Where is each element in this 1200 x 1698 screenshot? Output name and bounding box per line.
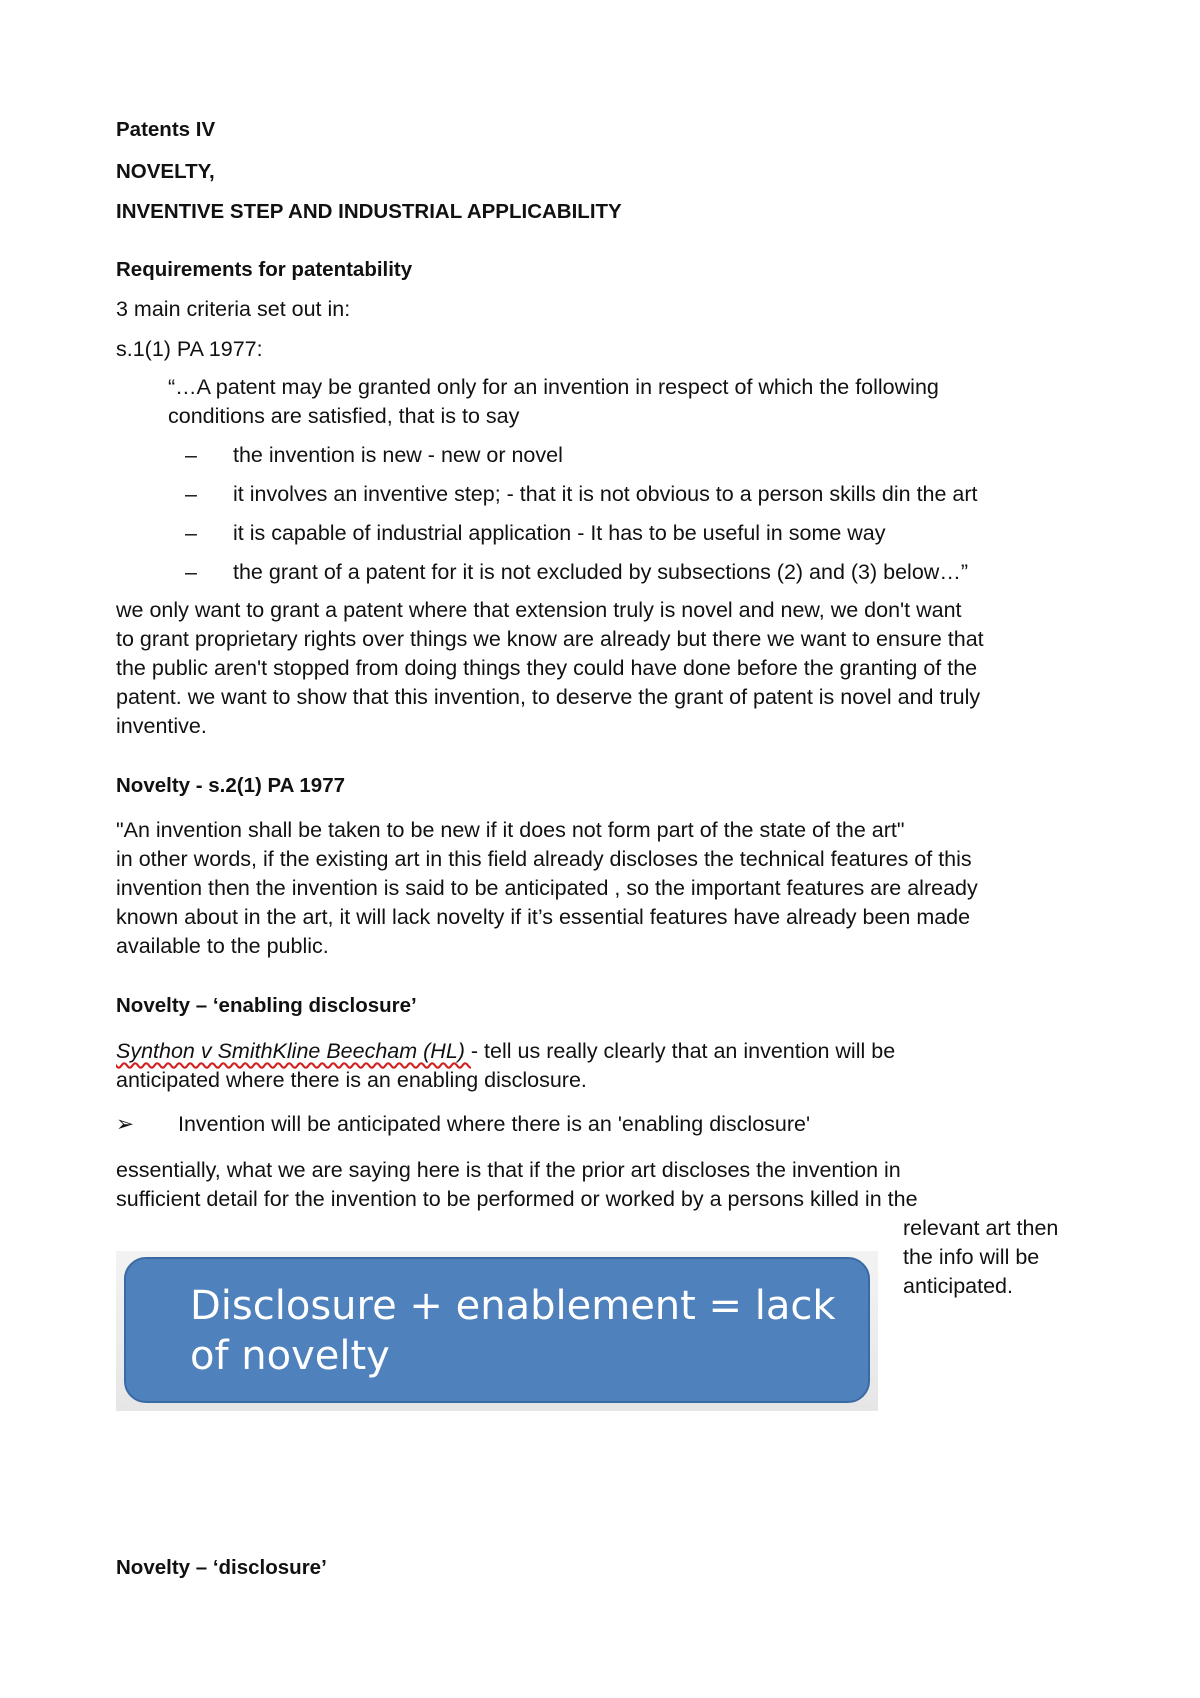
wrapped-text-line: relevant art then <box>903 1216 1059 1240</box>
case-name-link[interactable]: Synthon v SmithKline Beecham (HL) <box>116 1039 471 1063</box>
subtitle-novelty: NOVELTY, <box>116 160 215 183</box>
case-line <box>116 1037 895 1066</box>
criteria-intro: 3 main criteria set out in: <box>116 297 351 321</box>
quote-line-2: conditions are satisfied, that is to say <box>168 404 520 428</box>
dash-marker: – <box>185 482 197 506</box>
callout-image <box>116 1251 878 1411</box>
bullet-text: Invention will be anticipated where there is an 'enabling disclosure' <box>178 1112 811 1136</box>
essentially-paragraph <box>116 1156 918 1214</box>
criterion-text: it involves an inventive step; - that it is not obvious to a person skills din the art <box>233 482 978 506</box>
text-line: in other words, if the existing art in this field already discloses the technical features of this <box>116 847 972 871</box>
text-line: sufficient detail for the invention to be performed or worked by a persons killed in the <box>116 1187 918 1211</box>
text-line: to grant proprietary rights over things we know are already but there we want to ensure that <box>116 627 984 651</box>
text-line: available to the public. <box>116 934 329 958</box>
criterion-text: it is capable of industrial application - It has to be useful in some way <box>233 521 886 545</box>
criterion-text: the invention is new - new or novel <box>233 443 563 467</box>
callout-box <box>124 1257 870 1403</box>
text-line: inventive. <box>116 714 207 738</box>
text-line: known about in the art, it will lack novelty if it’s essential features have already been made <box>116 905 971 929</box>
wrapped-text-line: the info will be <box>903 1245 1040 1269</box>
heading-disclosure: Novelty – ‘disclosure’ <box>116 1556 327 1579</box>
explanation-paragraph <box>116 596 984 741</box>
text-line: patent. we want to show that this invention, to deserve the grant of patent is novel and truly <box>116 685 981 709</box>
text-line: "An invention shall be taken to be new if it does not form part of the state of the art" <box>116 818 905 842</box>
statute-reference: s.1(1) PA 1977: <box>116 337 263 361</box>
dash-marker: – <box>185 521 197 545</box>
novelty-paragraph <box>116 816 978 961</box>
dash-marker: – <box>185 560 197 584</box>
heading-enabling-disclosure: Novelty – ‘enabling disclosure’ <box>116 994 417 1017</box>
text-line: essentially, what we are saying here is that if the prior art discloses the invention in <box>116 1158 901 1182</box>
case-description: - tell us really clearly that an invention will be <box>470 1039 896 1063</box>
callout-text: Disclosure + enablement = lack of novelty <box>190 1283 836 1379</box>
text-line: the public aren't stopped from doing things they could have done before the granting of the <box>116 656 978 680</box>
dash-marker: – <box>185 443 197 467</box>
document-title: Patents IV <box>116 118 216 141</box>
text-line: invention then the invention is said to be anticipated , so the important features are already <box>116 876 978 900</box>
quote-line-1: “…A patent may be granted only for an invention in respect of which the following <box>168 375 939 399</box>
heading-requirements: Requirements for patentability <box>116 258 413 281</box>
subtitle-inventive-step: INVENTIVE STEP AND INDUSTRIAL APPLICABILITY <box>116 200 622 223</box>
case-line-2: anticipated where there is an enabling disclosure. <box>116 1068 587 1092</box>
arrow-bullet-icon: ➢ <box>116 1112 135 1136</box>
criterion-text: the grant of a patent for it is not excluded by subsections (2) and (3) below…” <box>233 560 968 584</box>
wrapped-text-line: anticipated. <box>903 1274 1013 1298</box>
heading-novelty: Novelty - s.2(1) PA 1977 <box>116 774 346 797</box>
text-line: we only want to grant a patent where that extension truly is novel and new, we don't want <box>116 598 962 622</box>
